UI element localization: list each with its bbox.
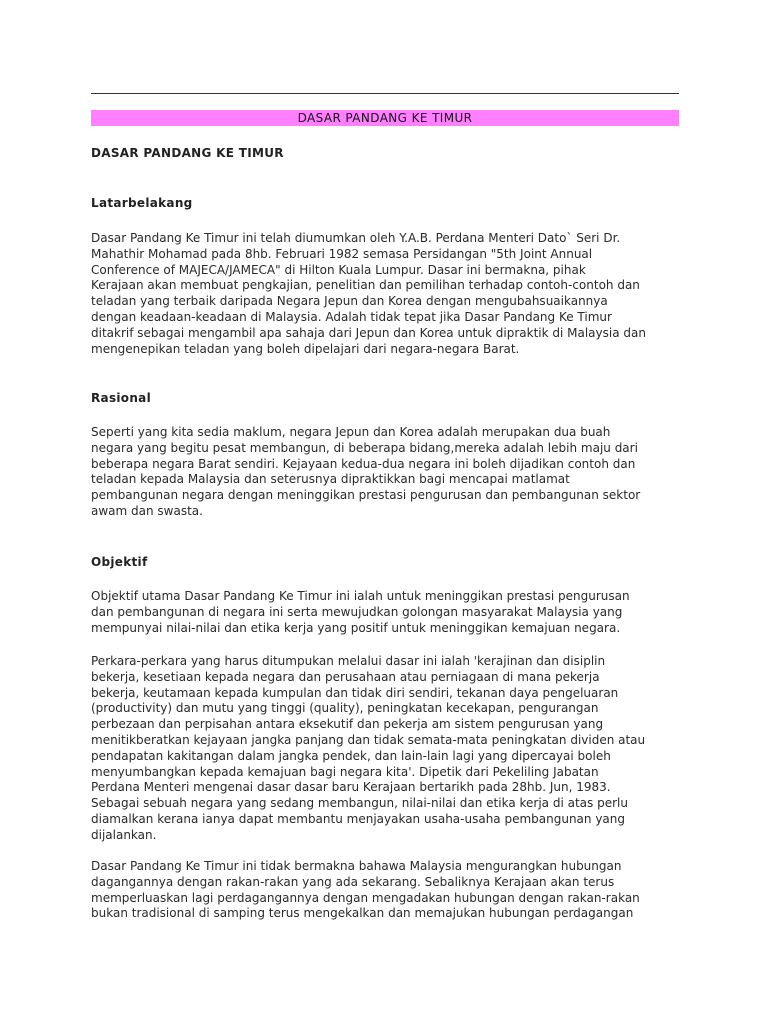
section-heading-latarbelakang: Latarbelakang bbox=[91, 196, 193, 210]
top-divider bbox=[91, 93, 679, 94]
paragraph-objektif-1: Objektif utama Dasar Pandang Ke Timur ini ialah untuk meninggikan prestasi pengurusan dan pembangunan di negara ini serta mewujudkan golongan masyarakat Malaysia yang mempunyai nilai-nilai dan etika kerja yang positif untuk meninggikan kemajuan negara. bbox=[91, 589, 630, 635]
section-heading-objektif: Objektif bbox=[91, 555, 148, 569]
document-title: DASAR PANDANG KE TIMUR bbox=[91, 146, 284, 160]
paragraph-objektif-2: Perkara-perkara yang harus ditumpukan melalui dasar ini ialah 'kerajinan dan disiplin bekerja, kesetiaan kepada negara dan perusahaan atau perniagaan di mana pekerja bekerja, keutamaan kepada kumpulan dan tidak diri sendiri, tekanan daya pengeluaran (productivity) dan mutu yang tinggi (quality), peningkatan kecekapan, pengurangan perbezaan dan perpisahan antara eksekutif dan pekerja am sistem pengurusan yang menitikberatkan kejayaan jangka panjang dan tidak semata-mata peningkatan dividen atau pendapatan kakitangan dalam jangka pendek, dan lain-lain lagi yang dipercayai boleh menyumbangkan kepada kemajuan bagi negara kita'. Dipetik dari Pekeliling Jabatan Perdana Menteri mengenai dasar dasar baru Kerajaan bertarikh pada 28hb. Jun, 1983. Sebagai sebuah negara yang sedang membangun, nilai-nilai dan etika kerja di atas perlu diamalkan kerana ianya dapat membantu menjayakan usaha-usaha pembangunan yang dijalankan. bbox=[91, 654, 646, 842]
paragraph-objektif-3: Dasar Pandang Ke Timur ini tidak bermakna bahawa Malaysia mengurangkan hubungan dagangannya dengan rakan-rakan yang ada sekarang. Sebaliknya Kerajaan akan terus memperluaskan lagi perdagangannya dengan mengadakan hubungan dengan rakan-rakan bukan tradisional di samping terus mengekalkan dan memajukan hubungan perdagangan bbox=[91, 859, 640, 921]
paragraph-latarbelakang: Dasar Pandang Ke Timur ini telah diumumkan oleh Y.A.B. Perdana Menteri Dato` Seri Dr. Mahathir Mohamad pada 8hb. Februari 1982 semasa Persidangan "5th Joint Annual Conference of MAJECA/JAMECA" di Hilton Kuala Lumpur. Dasar ini bermakna, pihak Kerajaan akan membuat pengkajian, penelitian dan pemilihan terhadap contoh-contoh dan teladan yang terbaik daripada Negara Jepun dan Korea dengan mengubahsuaikannya dengan keadaan-keadaan di Malaysia. Adalah tidak tepat jika Dasar Pandang Ke Timur ditakrif sebagai mengambil apa sahaja dari Jepun dan Korea untuk dipraktik di Malaysia dan mengenepikan teladan yang boleh dipelajari dari negara-negara Barat. bbox=[91, 231, 646, 356]
banner-title: DASAR PANDANG KE TIMUR bbox=[297, 111, 473, 125]
title-banner bbox=[91, 110, 679, 126]
paragraph-rasional: Seperti yang kita sedia maklum, negara Jepun dan Korea adalah merupakan dua buah negara yang begitu pesat membangun, di beberapa bidang,mereka adalah lebih maju dari beberapa negara Barat sendiri. Kejayaan kedua-dua negara ini boleh dijadikan contoh dan teladan kepada Malaysia dan seterusnya dipraktikkan bagi mencapai matlamat pembangunan negara dengan meninggikan prestasi pengurusan dan pembangunan sektor awam dan swasta. bbox=[91, 425, 641, 518]
section-heading-rasional: Rasional bbox=[91, 391, 151, 405]
